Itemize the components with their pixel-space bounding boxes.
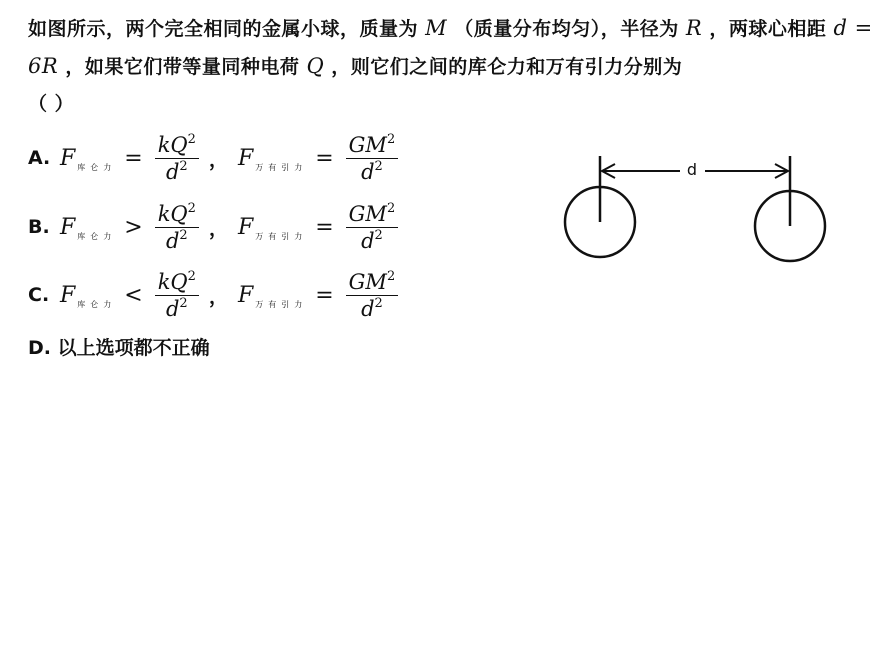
exponent: 2 bbox=[386, 131, 396, 147]
force-symbol: F bbox=[60, 145, 76, 171]
stem-text-3: ，两球心相距 bbox=[709, 18, 827, 40]
mass-symbol: M bbox=[425, 16, 448, 40]
exponent: 2 bbox=[386, 200, 396, 216]
denominator: d bbox=[361, 296, 375, 321]
denominator: d bbox=[361, 159, 375, 184]
option-letter: D. bbox=[28, 337, 51, 359]
coulomb-subscript: 库仑力 bbox=[77, 162, 117, 172]
equals-sign: = bbox=[315, 214, 334, 240]
gravity-fraction bbox=[346, 132, 399, 185]
force-symbol: F bbox=[237, 145, 254, 171]
figure-svg bbox=[555, 150, 845, 280]
force-symbol: F bbox=[60, 282, 76, 308]
coulomb-subscript: 库仑力 bbox=[77, 231, 117, 241]
option-a[interactable] bbox=[28, 128, 402, 188]
numerator: GM bbox=[348, 201, 387, 226]
exponent: 2 bbox=[386, 268, 396, 284]
relation-sign: < bbox=[124, 282, 143, 308]
numerator: GM bbox=[348, 269, 387, 294]
equals-sign: = bbox=[315, 145, 334, 171]
force-symbol: F bbox=[60, 214, 76, 240]
coulomb-fraction bbox=[155, 269, 199, 322]
option-letter: B. bbox=[28, 216, 50, 238]
stem-text-2: （质量分布均匀），半径为 bbox=[454, 18, 679, 40]
gravity-subscript: 万有引力 bbox=[255, 231, 308, 241]
exponent: 2 bbox=[187, 131, 196, 147]
denominator: d bbox=[361, 228, 375, 253]
exponent: 2 bbox=[374, 227, 383, 243]
distance-expression: d = 6R bbox=[28, 16, 873, 78]
coulomb-subscript: 库仑力 bbox=[77, 299, 117, 309]
force-symbol: F bbox=[237, 214, 254, 240]
option-letter: A. bbox=[28, 147, 51, 169]
comma: ， bbox=[208, 148, 228, 171]
exponent: 2 bbox=[179, 295, 188, 311]
exponent: 2 bbox=[187, 200, 196, 216]
denominator: d bbox=[165, 296, 180, 321]
gravity-fraction bbox=[346, 269, 399, 322]
relation-sign: = bbox=[124, 145, 143, 171]
gravity-fraction bbox=[346, 201, 399, 254]
charge-symbol: Q bbox=[306, 54, 325, 78]
question-stem bbox=[28, 10, 878, 123]
stem-text-4: ，如果它们带等量同种电荷 bbox=[65, 56, 300, 78]
option-letter: C. bbox=[28, 284, 50, 306]
denominator: d bbox=[165, 159, 180, 184]
stem-text-1: 如图所示，两个完全相同的金属小球，质量为 bbox=[28, 18, 419, 40]
radius-symbol: R bbox=[685, 16, 703, 40]
denominator: d bbox=[165, 228, 180, 253]
numerator: kQ bbox=[157, 132, 188, 157]
force-symbol: F bbox=[237, 282, 254, 308]
comma: ， bbox=[208, 285, 228, 308]
exponent: 2 bbox=[179, 158, 188, 174]
gravity-subscript: 万有引力 bbox=[255, 162, 308, 172]
option-b[interactable] bbox=[28, 197, 402, 257]
numerator: kQ bbox=[157, 269, 188, 294]
equals-sign: = bbox=[315, 282, 334, 308]
option-d-text: 以上选项都不正确 bbox=[57, 337, 210, 359]
answer-blank: （ ） bbox=[28, 93, 75, 115]
exponent: 2 bbox=[374, 295, 383, 311]
option-d[interactable] bbox=[28, 333, 210, 360]
stem-text-5: ，则它们之间的库仑力和万有引力分别为 bbox=[331, 56, 683, 78]
distance-label: d bbox=[686, 160, 698, 179]
exponent: 2 bbox=[187, 268, 196, 284]
coulomb-fraction bbox=[155, 201, 199, 254]
comma: ， bbox=[208, 217, 228, 240]
exponent: 2 bbox=[374, 158, 383, 174]
numerator: GM bbox=[348, 132, 387, 157]
option-c[interactable] bbox=[28, 265, 402, 325]
numerator: kQ bbox=[157, 201, 188, 226]
exponent: 2 bbox=[179, 227, 188, 243]
relation-sign: > bbox=[124, 214, 143, 240]
coulomb-fraction bbox=[155, 132, 199, 185]
two-spheres-figure bbox=[555, 150, 845, 284]
gravity-subscript: 万有引力 bbox=[255, 299, 308, 309]
